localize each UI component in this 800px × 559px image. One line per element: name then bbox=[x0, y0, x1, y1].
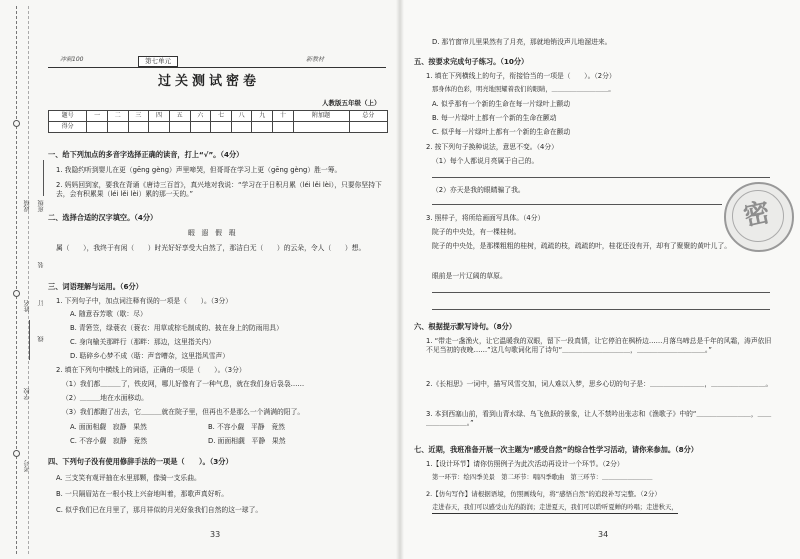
answer-option: D. 面面相觑 平静 果然 bbox=[208, 437, 286, 445]
score-table-score-row bbox=[49, 122, 388, 133]
question-text: 那身体的色彩，明亮地照耀着我们的眼睛，＿＿＿＿＿＿＿＿＿。 bbox=[432, 86, 615, 93]
page-title: 过关测试密卷 bbox=[158, 74, 261, 89]
page-number-left: 33 bbox=[210, 530, 221, 539]
section-6-title: 六、根据提示默写诗句。（8分） bbox=[414, 322, 517, 331]
score-table-header-row bbox=[49, 111, 388, 122]
brand-mark: 冲刺100 bbox=[60, 56, 84, 63]
question-text: （2）＿＿＿地在水面移动。 bbox=[62, 394, 148, 402]
unit-label: 第七单元 bbox=[138, 56, 178, 67]
question-text: 1. “带走一盏渔火，让它温暖我的双眼，留下一段真情，让它停泊在枫桥边……月落乌啼总是千年的风霜，涛声依旧不见当初的夜晚……”这几句歌词化用了诗句“＿＿＿＿＿＿＿＿＿＿，＿＿＿＿＿＿＿＿＿＿。” bbox=[426, 337, 772, 355]
edition-top: 新教材 bbox=[306, 56, 325, 63]
binding-cut-mark: 订 bbox=[38, 300, 45, 306]
score-cell: 九 bbox=[252, 111, 273, 122]
section-3-title: 三、词语理解与运用。（6分） bbox=[48, 282, 143, 291]
binding-name-label: 姓名 bbox=[24, 300, 31, 312]
binding-write-line bbox=[43, 160, 44, 196]
answer-line[interactable] bbox=[432, 177, 770, 178]
answer-option: B. 青箬笠，绿蓑衣（蓑衣：用草或棕毛制成的、披在身上的防雨用具） bbox=[70, 324, 283, 332]
question-text: 2.【仿句写作】请根据语境，仿照画线句，将“感悟自然”的追段补写完整。（2分） bbox=[426, 490, 661, 498]
binding-write-line bbox=[29, 320, 30, 360]
score-cell: 附加题 bbox=[293, 111, 349, 122]
question-text: 3. 本到西塞山前，看到山青水绿、鸟飞鱼跃的景象，让人不禁吟出张志和《渔歌子》中的“＿＿＿＿＿＿＿＿，＿＿＿＿＿＿＿＿。” bbox=[426, 410, 772, 428]
example-text: 院子的中央处，有一棵桂树。 bbox=[432, 228, 521, 236]
answer-line[interactable] bbox=[432, 309, 770, 310]
question-text: 1. 填在下列横线上的句子，衔接恰当的一项是（ ）。（2分） bbox=[426, 72, 616, 80]
answer-option: B. 一只隔眉站在一根小枝上兴奋地叫着，那歌声真好听。 bbox=[56, 490, 229, 498]
answer-option: D. 那竹窗帘儿里果然有了月亮，那就地销没声儿地溜进来。 bbox=[432, 38, 612, 46]
question-text: 2.《长相思》一词中，描写风雪交加，词人难以入梦，思乡心切的句子是：＿＿＿＿＿＿＿＿，＿＿＿＿＿＿＿＿。 bbox=[426, 380, 773, 388]
score-cell: 二 bbox=[107, 111, 128, 122]
section-7-title: 七、近期，我班准备开展一次主题为“感受自然”的综合性学习活动，请你来参加。（8分） bbox=[414, 445, 698, 454]
char-options: 暇 遐 假 瑕 bbox=[188, 229, 236, 237]
binding-number-label: 考号 bbox=[24, 460, 31, 472]
question-text: 属（ ），我终于有闲（ ）时光好好享受大自然了，那洁白无（ ）的云朵，令人（ ）想。 bbox=[56, 244, 366, 252]
question-text: 1. 下列句子中，加点词注释有误的一项是（ ）。（3分） bbox=[56, 297, 233, 305]
question-text: 3. 照样子，将所给画面写具体。（4分） bbox=[426, 214, 545, 222]
score-table bbox=[48, 110, 388, 133]
section-2-title: 二、选择合适的汉字填空。（4分） bbox=[48, 213, 158, 222]
answer-option: A. 似乎那有一个新的生命在每一片绿叶上颤动 bbox=[432, 100, 570, 108]
question-text: （2）亦天是我的眼睛骗了我。 bbox=[432, 186, 525, 194]
score-cell: 六 bbox=[190, 111, 211, 122]
page-number-right: 34 bbox=[598, 530, 609, 539]
question-text: 2. 按下列句子换种说法，意思不变。（4分） bbox=[426, 143, 558, 151]
score-cell: 题号 bbox=[49, 111, 87, 122]
score-cell: 三 bbox=[128, 111, 149, 122]
question-text: （3）我们都跑了出去，它＿＿＿就在院子里，但再也不是那么一个满满的阳了。 bbox=[62, 408, 305, 416]
answer-line[interactable] bbox=[432, 204, 722, 205]
question-text: （1）每个人都说月亮属于自己的。 bbox=[432, 157, 539, 165]
question-text: 1.【设计环节】请你仿照例子为此次活动再设计一个环节。（2分） bbox=[426, 460, 624, 468]
question-text: 2. 填在下列句中横线上的词语，正确的一项是（ ）。（3分） bbox=[56, 366, 246, 374]
example-text: 院子的中央处，是那棵粗粗的桂树，疏疏的枝，疏疏的叶，桂花还没有开，却有了聚聚的黄叶儿了。 bbox=[432, 242, 732, 250]
answer-option: D. 聒碎乡心梦不成（聒：声音嘈杂，这里指风雪声） bbox=[70, 352, 230, 360]
confidential-stamp bbox=[724, 182, 794, 252]
binding-score-label: 成绩 bbox=[24, 200, 31, 212]
stamp-text: 密 bbox=[741, 197, 773, 233]
answer-option: C. 似乎我们已在月里了，那月祥似的月光好象我们自然的这一球了。 bbox=[56, 506, 263, 514]
score-cell: 五 bbox=[169, 111, 190, 122]
answer-option: A. 面面相觑 寂静 果然 bbox=[70, 423, 147, 431]
score-cell: 八 bbox=[231, 111, 252, 122]
score-row-label: 得分 bbox=[49, 122, 87, 133]
binding-cut-line bbox=[16, 6, 17, 554]
page-gutter bbox=[396, 0, 404, 559]
example-text: 第一环节：绘四季美景 第二环节：唱四季歌曲 第三环节：＿＿＿＿＿＿＿＿ bbox=[432, 474, 653, 481]
score-cell: 一 bbox=[87, 111, 108, 122]
section-1-title: 一、给下列加点的多音字选择正确的读音，打上“√”。（4分） bbox=[48, 150, 244, 159]
answer-option: A. 三支笑有观评抽在水里那颗，像骑一支乐曲。 bbox=[56, 474, 201, 482]
answer-option: B. 不容小觑 平静 竟然 bbox=[208, 423, 285, 431]
question-text: 眼前是一片辽阔的草原。 bbox=[432, 272, 507, 280]
binding-hole bbox=[13, 450, 20, 457]
answer-option: C. 身向榆关那畔行（那畔：那边，这里指关内） bbox=[70, 338, 216, 346]
question-text: （1）我们都＿＿＿了，铁皮网，哪儿好像有了一种气息，就在我们身后袅袅…… bbox=[62, 380, 305, 388]
binding-cut-mark: 线 bbox=[38, 336, 45, 342]
example-text: 走进春天，我们可以感受山光的韵润；走进夏天，我们可以聆听夏蝉的吟唱；走进秋天， bbox=[432, 504, 678, 514]
edition-label: 人教版五年级（上） bbox=[322, 99, 381, 107]
score-cell: 七 bbox=[211, 111, 232, 122]
section-4-title: 四、下列句子没有使用修辞手法的一项是（ ）。（3分） bbox=[48, 457, 233, 466]
binding-cut-mark: 装 bbox=[38, 262, 45, 268]
answer-line[interactable] bbox=[432, 292, 770, 293]
binding-school-label: 学校 bbox=[24, 388, 31, 400]
score-cell: 十 bbox=[273, 111, 294, 122]
header-rule bbox=[48, 67, 386, 68]
binding-hole bbox=[13, 290, 20, 297]
answer-option: B. 每一片绿叶上都有一个新的生命在颤动 bbox=[432, 114, 557, 122]
question-text: 2. 妈妈回到家，要我在背诵《唐诗三百首》，真兴地对我说：“学习在于日积月累（léi lěi lèi），只要你坚持下去，会有积累果（léi lěi lèi）累的那一天的。” bbox=[56, 181, 382, 199]
binding-hole bbox=[13, 120, 20, 127]
answer-option: C. 不容小觑 寂静 竟然 bbox=[70, 437, 148, 445]
score-cell: 四 bbox=[149, 111, 170, 122]
binding-class-label: 班级 bbox=[38, 200, 45, 212]
section-5-title: 五、按要求完成句子练习。（10分） bbox=[414, 57, 529, 66]
score-cell: 总分 bbox=[349, 111, 387, 122]
question-text: 1. 我隐约听到婴儿在更（gēng gèng）声里啼哭，但哥哥在学习上更（gēng gèng）胜一筹。 bbox=[56, 166, 342, 174]
answer-option: A. 随意吞芳歌（歇：尽） bbox=[70, 310, 147, 318]
answer-option: C. 似乎每一片绿叶上都有一个新的生命在颤动 bbox=[432, 128, 571, 136]
